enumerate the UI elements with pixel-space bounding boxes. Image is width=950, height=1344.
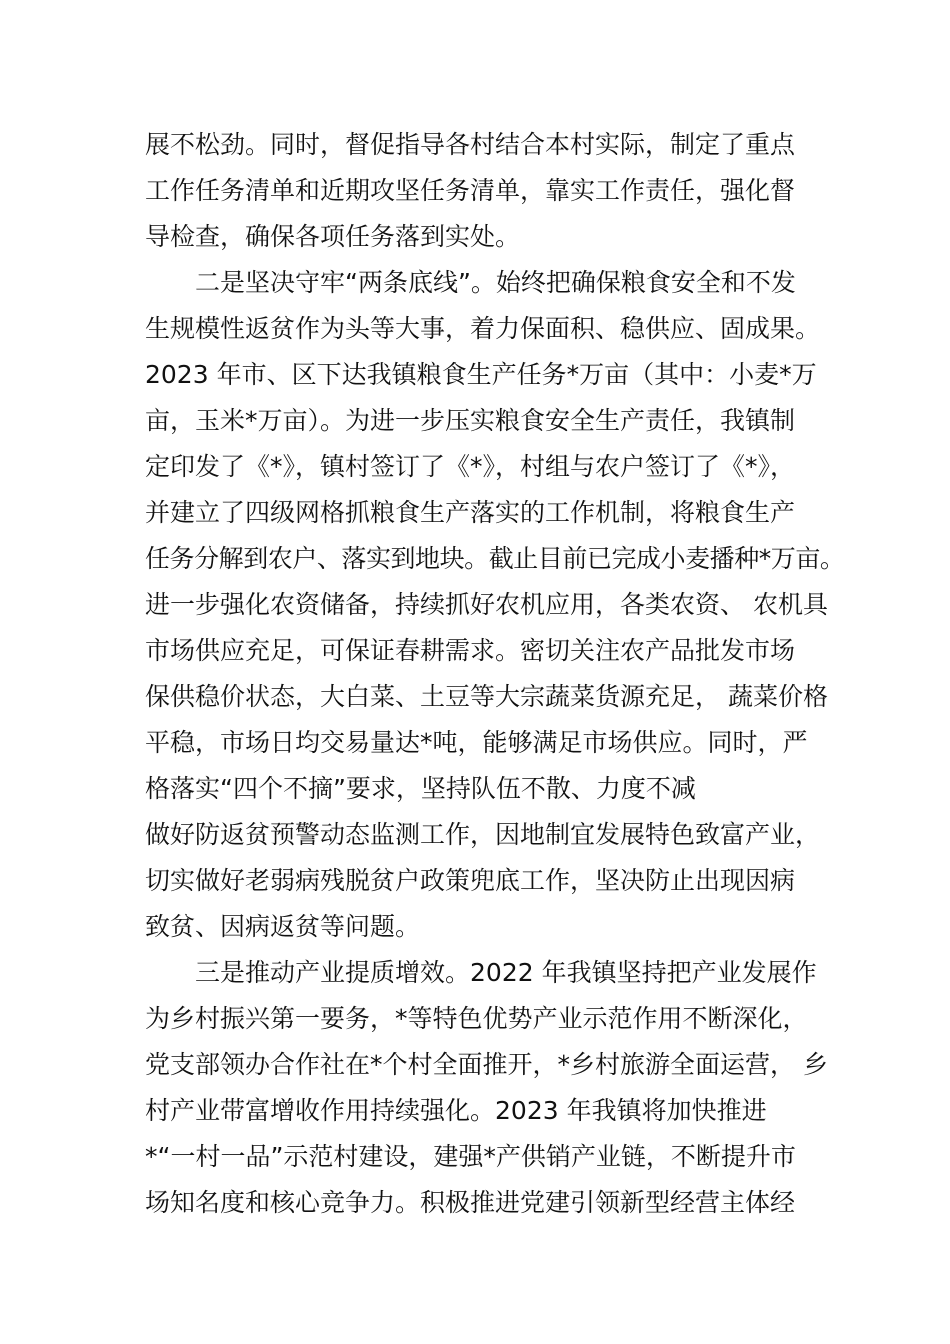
text-line: 导检查，确保各项任务落到实处。 — [145, 222, 521, 251]
text-line: 致贫、因病返贫等问题。 — [145, 912, 421, 941]
text-line: 场知名度和核心竞争力。积极推进党建引领新型经营主体经 — [145, 1188, 796, 1217]
text-line: 市场供应充足，可保证春耕需求。密切关注农产品批发市场 — [145, 636, 796, 665]
text-line: 村产业带富增收作用持续强化。2023 年我镇将加快推进 — [145, 1096, 767, 1125]
text-line: 2023 年市、区下达我镇粮食生产任务*万亩（其中：小麦*万 — [145, 360, 817, 389]
text-line: 亩，玉米*万亩）。为进一步压实粮食安全生产责任，我镇制 — [145, 406, 796, 435]
text-line: 展不松劲。同时，督促指导各村结合本村实际，制定了重点 — [145, 130, 796, 159]
text-line: 生规模性返贫作为头等大事，着力保面积、稳供应、固成果。 — [145, 314, 821, 343]
text-line: 定印发了《*》，镇村签订了《*》，村组与农户签订了《*》， — [145, 452, 796, 481]
text-line: *“一村一品”示范村建设，建强*产供销产业链，不断提升市 — [145, 1142, 796, 1171]
text-line: 做好防返贫预警动态监测工作，因地制宜发展特色致富产业， — [145, 820, 821, 849]
text-line: 切实做好老弱病残脱贫户政策兜底工作，坚决防止出现因病 — [145, 866, 796, 895]
text-line: 三是推动产业提质增效。2022 年我镇坚持把产业发展作 — [195, 958, 817, 987]
text-line: 二是坚决守牢“两条底线”。始终把确保粮食安全和不发 — [195, 268, 796, 297]
text-line: 任务分解到农户、落实到地块。截止目前已完成小麦播种*万亩。 — [145, 544, 845, 573]
text-line: 工作任务清单和近期攻坚任务清单，靠实工作责任，强化督 — [145, 176, 796, 205]
text-line: 党支部领办合作社在*个村全面推开，*乡村旅游全面运营， 乡 — [145, 1050, 828, 1079]
text-line: 格落实“四个不摘”要求，坚持队伍不散、力度不减 — [145, 774, 696, 803]
text-line: 为乡村振兴第一要务，*等特色优势产业示范作用不断深化， — [145, 1004, 808, 1033]
text-line: 平稳，市场日均交易量达*吨，能够满足市场供应。同时，严 — [145, 728, 808, 757]
text-line: 并建立了四级网格抓粮食生产落实的工作机制，将粮食生产 — [145, 498, 796, 527]
text-line: 保供稳价状态，大白菜、土豆等大宗蔬菜货源充足， 蔬菜价格 — [145, 682, 828, 711]
body-text — [145, 122, 845, 1226]
text-line: 进一步强化农资储备，持续抓好农机应用，各类农资、 农机具 — [145, 590, 828, 619]
